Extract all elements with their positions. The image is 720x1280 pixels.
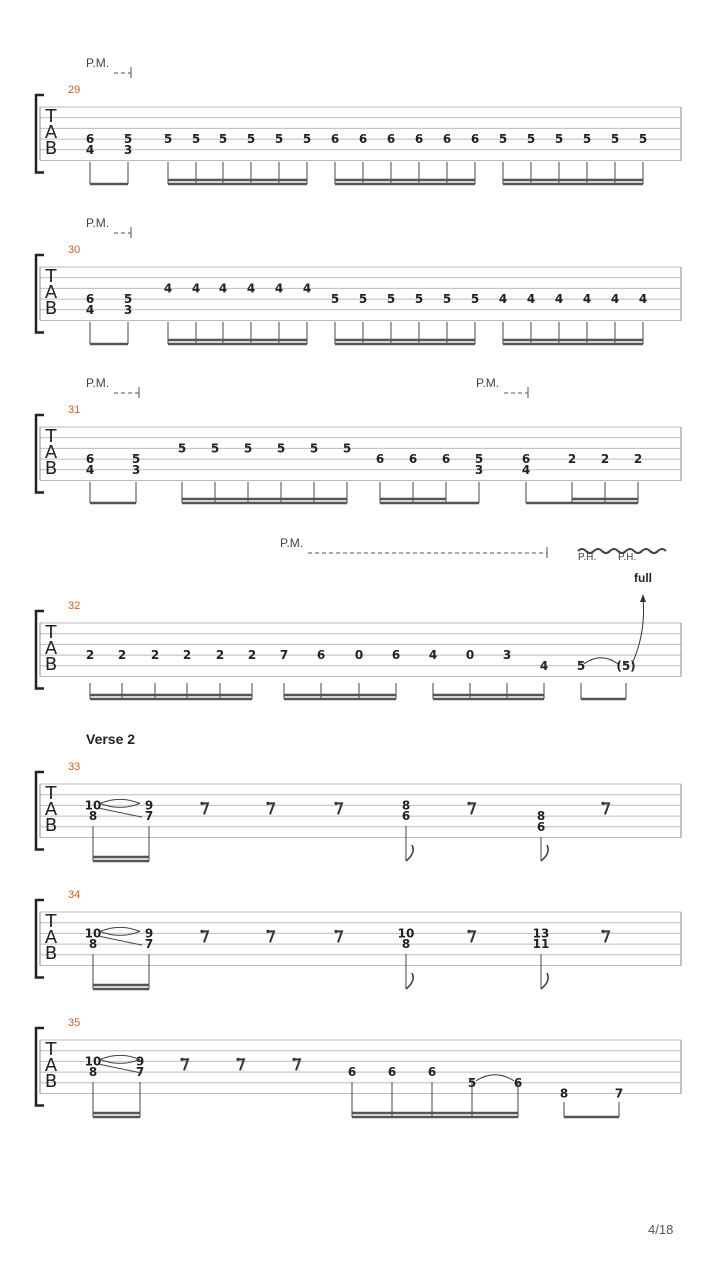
measure-number: 34 xyxy=(68,889,81,901)
bend-arrowhead xyxy=(640,594,646,602)
tab-staff xyxy=(36,761,681,850)
fret-number: 4 xyxy=(582,292,592,307)
fret-number: 6 xyxy=(401,809,411,824)
fret-number: 10 xyxy=(84,1054,102,1069)
fret-number: 5 xyxy=(414,292,424,307)
palm-mute-label: P.M. xyxy=(280,536,304,550)
note-flag xyxy=(406,845,413,861)
fret-number: 0 xyxy=(354,648,364,663)
slide-marking xyxy=(100,799,140,807)
fret-number: 6 xyxy=(408,452,418,467)
fret-number: 5 xyxy=(131,452,141,467)
fret-number: 5 xyxy=(177,441,187,456)
bend-full-label: full xyxy=(634,571,652,585)
fret-number: 3 xyxy=(123,142,133,157)
note-flag xyxy=(406,973,413,989)
tab-clef-letter: B xyxy=(44,943,58,964)
fret-number: 6 xyxy=(470,132,480,147)
fret-number: 5 xyxy=(498,132,508,147)
fret-number: (5) xyxy=(616,658,636,673)
tab-clef-letter: A xyxy=(44,927,58,948)
fret-number: 3 xyxy=(502,648,512,663)
fret-number: 5 xyxy=(123,292,133,307)
fret-number: 4 xyxy=(85,142,95,157)
measure-number: 31 xyxy=(68,404,81,416)
fret-number: 5 xyxy=(302,132,312,147)
fret-number: 9 xyxy=(144,926,154,941)
fret-number: 6 xyxy=(536,819,546,834)
fret-number: 8 xyxy=(88,1065,98,1080)
tab-staff xyxy=(36,404,681,493)
fret-number: 8 xyxy=(536,809,546,824)
fret-number: 6 xyxy=(85,132,95,147)
slide-marking xyxy=(100,927,140,935)
tab-staff xyxy=(36,600,681,689)
vibrato-line xyxy=(578,549,666,553)
eighth-rest-dot xyxy=(601,802,604,805)
fret-number: 6 xyxy=(521,452,531,467)
fret-number: 5 xyxy=(330,292,340,307)
tab-staff xyxy=(36,1017,681,1106)
fret-number: 2 xyxy=(182,648,192,663)
fret-number: 5 xyxy=(386,292,396,307)
slur xyxy=(584,658,618,664)
eighth-rest-dot xyxy=(292,1058,295,1061)
fret-number: 2 xyxy=(85,648,95,663)
tab-clef-letter: T xyxy=(45,911,57,932)
fret-number: 5 xyxy=(309,441,319,456)
tab-clef-letter: B xyxy=(44,654,58,675)
fret-number: 5 xyxy=(218,132,228,147)
note-group xyxy=(85,926,550,951)
measure-number: 35 xyxy=(68,1017,81,1029)
fret-number: 2 xyxy=(215,648,225,663)
fret-number: 6 xyxy=(427,1065,437,1080)
fret-number: 8 xyxy=(559,1086,569,1101)
fret-number: 7 xyxy=(135,1065,145,1080)
fret-number: 4 xyxy=(191,281,201,296)
fret-number: 7 xyxy=(279,648,289,663)
fret-number: 8 xyxy=(401,798,411,813)
tab-clef-letter: A xyxy=(44,122,58,143)
measure-number: 32 xyxy=(68,600,81,612)
fret-number: 4 xyxy=(638,292,648,307)
tab-clef-letter: B xyxy=(44,458,58,479)
fret-number: 4 xyxy=(428,648,438,663)
fret-number: 6 xyxy=(386,132,396,147)
fret-number: 6 xyxy=(316,648,326,663)
tab-clef-letter: T xyxy=(45,1039,57,1060)
fret-number: 5 xyxy=(243,441,253,456)
fret-number: 6 xyxy=(387,1065,397,1080)
fret-number: 8 xyxy=(401,937,411,952)
fret-number: 4 xyxy=(218,281,228,296)
tab-clef-letter: T xyxy=(45,106,57,127)
section-title: Verse 2 xyxy=(86,731,136,747)
eighth-rest-dot xyxy=(200,802,203,805)
fret-number: 4 xyxy=(539,658,549,673)
tab-clef-letter: T xyxy=(45,426,57,447)
fret-number: 5 xyxy=(123,132,133,147)
fret-number: 5 xyxy=(526,132,536,147)
page-number: 4/18 xyxy=(648,1222,674,1237)
slide-marking xyxy=(100,1055,140,1063)
eighth-rest-dot xyxy=(467,802,470,805)
tab-clef-letter: A xyxy=(44,799,58,820)
fret-number: 3 xyxy=(123,302,133,317)
fret-number: 10 xyxy=(84,926,102,941)
note-flag xyxy=(541,973,548,989)
fret-number: 13 xyxy=(532,926,550,941)
eighth-rest-dot xyxy=(266,930,269,933)
eighth-rest-dot xyxy=(601,930,604,933)
fret-number: 5 xyxy=(191,132,201,147)
fret-number: 2 xyxy=(633,452,643,467)
tab-clef-letter: T xyxy=(45,266,57,287)
fret-number: 7 xyxy=(144,809,154,824)
fret-number: 6 xyxy=(85,292,95,307)
measure-number: 29 xyxy=(68,84,81,96)
note-group xyxy=(86,648,636,673)
fret-number: 5 xyxy=(246,132,256,147)
fret-number: 6 xyxy=(358,132,368,147)
note-group xyxy=(86,132,647,157)
slur xyxy=(476,1075,514,1081)
fret-number: 5 xyxy=(210,441,220,456)
fret-number: 6 xyxy=(347,1065,357,1080)
measure-number: 33 xyxy=(68,761,81,773)
fret-number: 4 xyxy=(246,281,256,296)
bend-arrow xyxy=(632,598,644,664)
fret-number: 6 xyxy=(441,452,451,467)
fret-number: 3 xyxy=(474,462,484,477)
fret-number: 6 xyxy=(391,648,401,663)
fret-number: 10 xyxy=(84,798,102,813)
tab-clef-letter: T xyxy=(45,622,57,643)
eighth-rest-dot xyxy=(266,802,269,805)
fret-number: 4 xyxy=(610,292,620,307)
tab-clef-letter: A xyxy=(44,638,58,659)
palm-mute-label: P.M. xyxy=(86,376,110,390)
tab-clef-letter: B xyxy=(44,138,58,159)
fret-number: 6 xyxy=(442,132,452,147)
fret-number: 4 xyxy=(521,462,531,477)
fret-number: 3 xyxy=(131,462,141,477)
fret-number: 6 xyxy=(330,132,340,147)
fret-number: 5 xyxy=(582,132,592,147)
fret-number: 6 xyxy=(414,132,424,147)
tab-staff xyxy=(36,889,681,978)
fret-number: 6 xyxy=(375,452,385,467)
fret-number: 2 xyxy=(150,648,160,663)
eighth-rest-dot xyxy=(334,802,337,805)
fret-number: 2 xyxy=(247,648,257,663)
fret-number: 8 xyxy=(88,937,98,952)
fret-number: 4 xyxy=(274,281,284,296)
eighth-rest-dot xyxy=(467,930,470,933)
fret-number: 5 xyxy=(467,1075,477,1090)
fret-number: 5 xyxy=(610,132,620,147)
fret-number: 4 xyxy=(85,462,95,477)
eighth-rest-dot xyxy=(200,930,203,933)
pinch-harmonic-label: P.H. xyxy=(578,552,597,563)
fret-number: 5 xyxy=(442,292,452,307)
fret-number: 7 xyxy=(614,1086,624,1101)
fret-number: 0 xyxy=(465,648,475,663)
fret-number: 5 xyxy=(554,132,564,147)
fret-number: 2 xyxy=(567,452,577,467)
fret-number: 5 xyxy=(358,292,368,307)
fret-number: 8 xyxy=(88,809,98,824)
note-flag xyxy=(541,845,548,861)
tab-clef-letter: B xyxy=(44,1071,58,1092)
tab-staff xyxy=(36,244,681,333)
fret-number: 5 xyxy=(474,452,484,467)
palm-mute-label: P.M. xyxy=(86,216,110,230)
fret-number: 5 xyxy=(342,441,352,456)
fret-number: 4 xyxy=(302,281,312,296)
fret-number: 6 xyxy=(85,452,95,467)
fret-number: 7 xyxy=(144,937,154,952)
tab-staff xyxy=(36,84,681,173)
fret-number: 5 xyxy=(470,292,480,307)
fret-number: 5 xyxy=(276,441,286,456)
tab-clef-letter: A xyxy=(44,282,58,303)
tab-clef-letter: A xyxy=(44,1055,58,1076)
fret-number: 5 xyxy=(274,132,284,147)
fret-number: 4 xyxy=(85,302,95,317)
eighth-rest-dot xyxy=(236,1058,239,1061)
fret-number: 10 xyxy=(397,926,415,941)
fret-number: 6 xyxy=(513,1075,523,1090)
fret-number: 9 xyxy=(135,1054,145,1069)
palm-mute-label: P.M. xyxy=(476,376,500,390)
fret-number: 4 xyxy=(163,281,173,296)
fret-number: 5 xyxy=(576,658,586,673)
fret-number: 9 xyxy=(144,798,154,813)
tab-clef-letter: T xyxy=(45,783,57,804)
tab-clef-letter: A xyxy=(44,442,58,463)
pinch-harmonic-label: P.H. xyxy=(618,552,637,563)
eighth-rest-dot xyxy=(334,930,337,933)
fret-number: 4 xyxy=(554,292,564,307)
fret-number: 2 xyxy=(600,452,610,467)
fret-number: 5 xyxy=(163,132,173,147)
tab-clef-letter: B xyxy=(44,815,58,836)
measure-number: 30 xyxy=(68,244,81,256)
fret-number: 11 xyxy=(532,937,550,952)
tab-clef-letter: B xyxy=(44,298,58,319)
palm-mute-label: P.M. xyxy=(86,56,110,70)
eighth-rest-dot xyxy=(180,1058,183,1061)
fret-number: 5 xyxy=(638,132,648,147)
fret-number: 4 xyxy=(498,292,508,307)
fret-number: 4 xyxy=(526,292,536,307)
fret-number: 2 xyxy=(117,648,127,663)
